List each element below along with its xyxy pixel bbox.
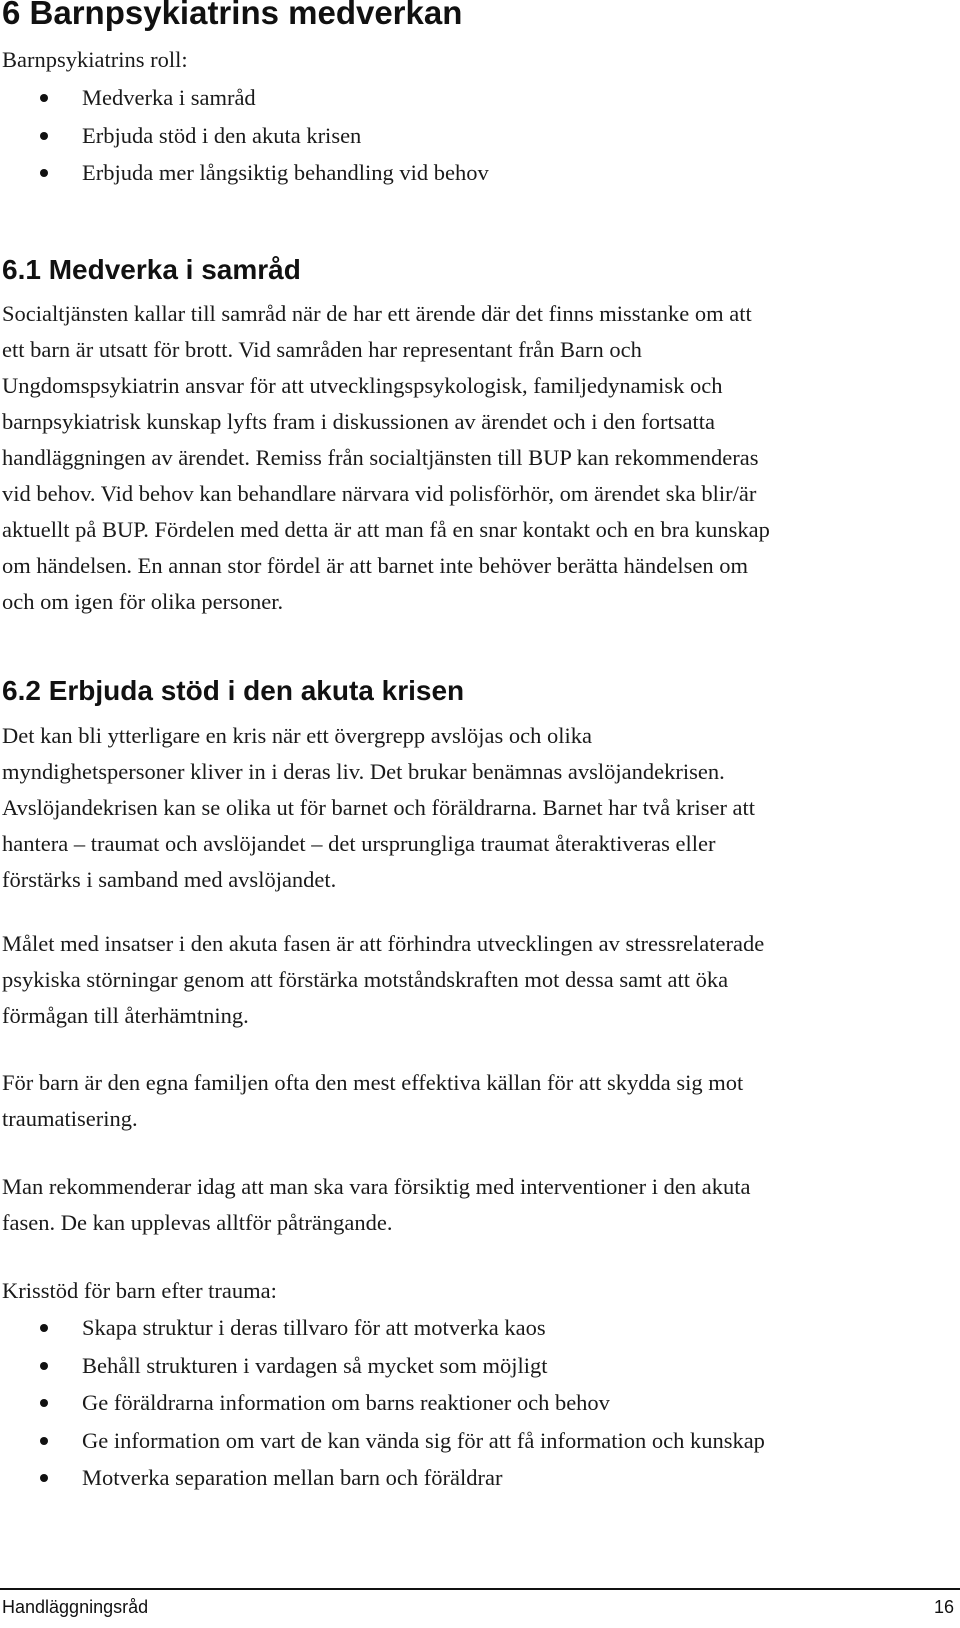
text-line: barnpsykiatrisk kunskap lyfts fram i diskussionen av ärendet och i den fortsatta <box>2 409 715 434</box>
text-line: För barn är den egna familjen ofta den mest effektiva källan för att skydda sig mot <box>2 1070 744 1095</box>
text-line: traumatisering. <box>2 1106 138 1131</box>
text-line: vid behov. Vid behov kan behandlare närvara vid polisförhör, om ärendet ska blir/är <box>2 481 757 506</box>
intro-label <box>2 42 188 78</box>
crisis-support-label-text: Krisstöd för barn efter trauma: <box>2 1278 277 1303</box>
section-6-2-paragraph-1 <box>2 718 755 898</box>
document-page: 6 Barnpsykiatrins medverkan Barnpsykiatrins roll: Medverka i samråd Erbjuda stöd i den akuta krisen Erbjuda mer långsiktig behandling vid behov 6.1 Medverka i samråd Socialtjänsten kallar till samråd när de har ett ärende där det finns misstanke om att ett barn är utsatt för brott. Vid samråden har representant från Barn och Ungdomspsykiatrin ansvar för att utvecklingspsykologisk, familjedynamisk och barnpsykiatrisk kunskap lyfts fram i diskussionen av ärendet och i den fortsatta handläggningen av ärendet. Remiss från socialtjänsten till BUP kan rekommenderas vid behov. Vid behov kan behandlare närvara vid polisförhör, om ärendet ska blir/är aktuellt på BUP. Fördelen med detta är att man få en snar kontakt och en bra kunskap om händelsen. En annan stor fördel är att barnet inte behöver berätta händelsen om och om igen för olika personer. 6.2 Erbjuda stöd i den akuta krisen Det kan bli ytterligare en kris när ett övergrepp avslöjas och olika myndighetspersoner kliver in i deras liv. Det brukar benämnas avslöjandekrisen. Avslöjandekrisen kan se olika ut för barnet och föräldrarna. Barnet har två kriser att hantera – traumat och avslöjandet – det ursprungliga traumat återaktiveras eller förstärks i samband med avslöjandet. Målet med insatser i den akuta fasen är att förhindra utvecklingen av stressrelaterade psykiska störningar genom att förstärka motståndskraften mot dessa samt att öka förmågan till återhämtning. För barn är den egna familjen ofta den mest effektiva källan för att skydda sig mot traumatisering. Man rekommenderar idag att man ska vara försiktig med interventioner i den akuta fasen. De kan upplevas alltför påträngande. Krisstöd för barn efter trauma: Skapa struktur i deras tillvaro för att motverka kaos Behåll strukturen i vardagen så mycket som möjligt Ge föräldrarna information om barns reaktioner och behov Ge information om vart de kan vända sig för att få information och kunskap Motverka separation mellan barn och föräldrar Handläggningsråd 16 <box>0 0 960 1628</box>
text-line: handläggningen av ärendet. Remiss från socialtjänsten till BUP kan rekommenderas <box>2 445 759 470</box>
section-6-2-paragraph-3 <box>2 1065 743 1137</box>
page-heading: 6 Barnpsykiatrins medverkan <box>2 0 463 31</box>
section-6-2-paragraph-2 <box>2 926 764 1034</box>
bullet-icon <box>40 132 48 140</box>
footer-page-number: 16 <box>933 1597 954 1617</box>
text-line: förstärks i samband med avslöjandet. <box>2 867 337 892</box>
bullet-icon <box>40 94 48 102</box>
text-line: myndighetspersoner kliver in i deras liv. Det brukar benämnas avslöjandekrisen. <box>2 759 725 784</box>
footer-divider <box>0 1588 960 1590</box>
text-line: Det kan bli ytterligare en kris när ett övergrepp avslöjas och olika <box>2 723 593 748</box>
section-6-2-paragraph-4 <box>2 1169 751 1241</box>
text-line: ett barn är utsatt för brott. Vid samråden har representant från Barn och <box>2 337 642 362</box>
text-line: och om igen för olika personer. <box>2 589 284 614</box>
intro-label-text: Barnpsykiatrins roll: <box>2 47 188 72</box>
text-line: Man rekommenderar idag att man ska vara försiktig med interventioner i den akuta <box>2 1174 751 1199</box>
section-6-1-paragraph <box>2 296 770 620</box>
bullet-icon <box>40 169 48 177</box>
text-line: aktuellt på BUP. Fördelen med detta är att man få en snar kontakt och en bra kunskap <box>2 517 770 542</box>
bullet-icon <box>40 1362 48 1370</box>
text-line: psykiska störningar genom att förstärka motståndskraften mot dessa samt att öka <box>2 967 729 992</box>
section-6-1-heading: 6.1 Medverka i samråd <box>2 254 301 285</box>
text-line: Socialtjänsten kallar till samråd när de har ett ärende där det finns misstanke om att <box>2 301 752 326</box>
text-line: fasen. De kan upplevas alltför påträngande. <box>2 1210 393 1235</box>
footer-document-title: Handläggningsråd <box>2 1597 149 1617</box>
bullet-icon <box>40 1474 48 1482</box>
text-line: hantera – traumat och avslöjandet – det ursprungliga traumat återaktiveras eller <box>2 831 716 856</box>
text-line: om händelsen. En annan stor fördel är att barnet inte behöver berätta händelsen om <box>2 553 748 578</box>
text-line: Ungdomspsykiatrin ansvar för att utvecklingspsykologisk, familjedynamisk och <box>2 373 723 398</box>
bullet-icon <box>40 1324 48 1332</box>
text-line: förmågan till återhämtning. <box>2 1003 249 1028</box>
crisis-support-label <box>2 1273 277 1309</box>
text-line: Avslöjandekrisen kan se olika ut för barnet och föräldrarna. Barnet har två kriser att <box>2 795 756 820</box>
bullet-icon <box>40 1399 48 1407</box>
bullet-icon <box>40 1437 48 1445</box>
text-line: Målet med insatser i den akuta fasen är att förhindra utvecklingen av stressrelaterade <box>2 931 765 956</box>
section-6-2-heading: 6.2 Erbjuda stöd i den akuta krisen <box>2 675 465 706</box>
